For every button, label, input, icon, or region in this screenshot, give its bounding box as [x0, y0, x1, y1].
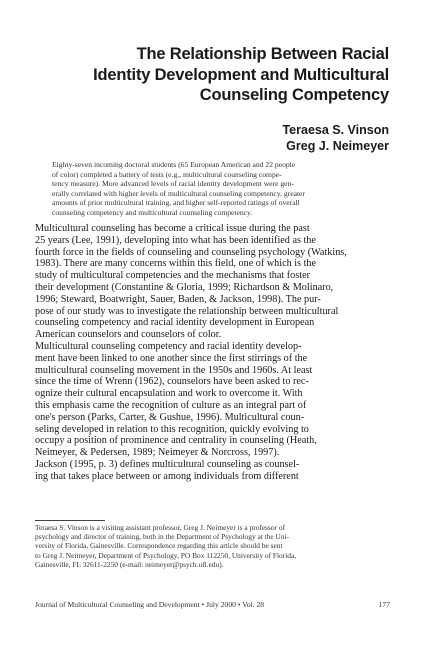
body-line: 1996; Steward, Boatwright, Sauer, Baden, & Jackson, 1998). The pur-: [35, 293, 321, 305]
title-line: The Relationship Between Racial: [136, 45, 389, 63]
footnote-divider: [35, 520, 105, 521]
footnote-line: psychology and director of training, both in the Department of Psychology at the Uni-: [35, 532, 290, 542]
body-line: ment have been linked to one another since the first stirrings of the: [35, 352, 308, 364]
body-line: fourth force in the fields of counseling and counseling psychology (Watkins,: [35, 246, 347, 258]
footnote-line: versity of Florida, Gainesville. Correspondence regarding this article should be sent: [35, 541, 283, 551]
body-line: pose of our study was to investigate the relationship between multicultural: [35, 305, 339, 317]
author-list: [150, 122, 389, 154]
body-line: 25 years (Lee, 1991), developing into what has been identified as the: [35, 234, 316, 246]
body-line: Jackson (1995, p. 3) defines multicultural counseling as counsel-: [35, 458, 300, 470]
page-number: 177: [378, 600, 390, 609]
author-name: Teraesa S. Vinson: [282, 123, 389, 137]
body-line: multicultural counseling movement in the 1950s and 1960s. At least: [35, 364, 313, 376]
body-text: [35, 223, 390, 483]
body-line: Neimeyer, & Pedersen, 1989; Neimeyer & Norcross, 1997).: [35, 447, 280, 459]
author-name: Greg J. Neimeyer: [286, 139, 389, 153]
abstract-line: Eighty-seven incoming doctoral students (65 European American and 22 people: [52, 160, 296, 169]
abstract-line: tency measure). More advanced levels of racial identity development were gen-: [52, 179, 294, 189]
running-footer: [35, 600, 390, 610]
body-line: ognize their cultural encapsulation and work to overcome it. With: [35, 388, 303, 400]
title-line: Counseling Competency: [199, 86, 389, 104]
article-title: [60, 44, 389, 106]
body-line: this emphasis came the recognition of culture as an integral part of: [35, 399, 307, 411]
journal-citation: Journal of Multicultural Counseling and Development • July 2000 • Vol. 28: [35, 600, 265, 609]
body-line: one's person (Parks, Carter, & Gushue, 1996). Multicultural coun-: [35, 411, 305, 423]
body-line: Multicultural counseling competency and racial identity develop-: [35, 340, 302, 352]
body-line: counseling competency and racial identity development in European: [35, 317, 315, 329]
body-line: since the time of Wrenn (1962), counselors have been asked to rec-: [35, 376, 309, 388]
author-footnote: [35, 523, 390, 569]
body-line: seling developed in relation to this recognition, quickly evolving to: [35, 423, 309, 435]
body-line: 1983). There are many concerns within this field, one of which is the: [35, 258, 317, 270]
abstract-line: erally correlated with higher levels of multicultural counseling competency, greater: [52, 188, 305, 198]
footnote-line: to Greg J. Neimeyer, Department of Psychology, PO Box 112250, University of Florida,: [35, 550, 297, 560]
body-line: occupy a position of prominence and centrality in counseling (Heath,: [35, 435, 317, 447]
body-line: American counselors and counselors of color.: [35, 329, 222, 341]
abstract-line: counseling competency and multicultural counseling competency.: [52, 207, 253, 217]
title-line: Identity Development and Multicultural: [93, 65, 389, 84]
abstract-line: amounts of prior multicultural training, and higher self-reported ratings of overall: [52, 198, 300, 208]
abstract-line: of color) completed a battery of tests (e.g., multicultural counseling compe-: [52, 169, 282, 179]
footnote-line: Gainesville, FL 32611-2250 (e-mail: neimeyer@psych.ufl.edu).: [35, 559, 224, 569]
body-line: study of multicultural competencies and the mechanisms that foster: [35, 270, 310, 282]
abstract: [52, 160, 378, 218]
body-line: ing that takes place between or among individuals from different: [35, 470, 299, 482]
body-line: Multicultural counseling has become a critical issue during the past: [35, 223, 310, 234]
body-line: their development (Constantine & Gloria, 1999; Richardson & Molinaro,: [35, 281, 334, 293]
footnote-line: Teraesa S. Vinson is a visiting assistant professor, Greg J. Neimeyer is a professor of: [35, 523, 286, 532]
